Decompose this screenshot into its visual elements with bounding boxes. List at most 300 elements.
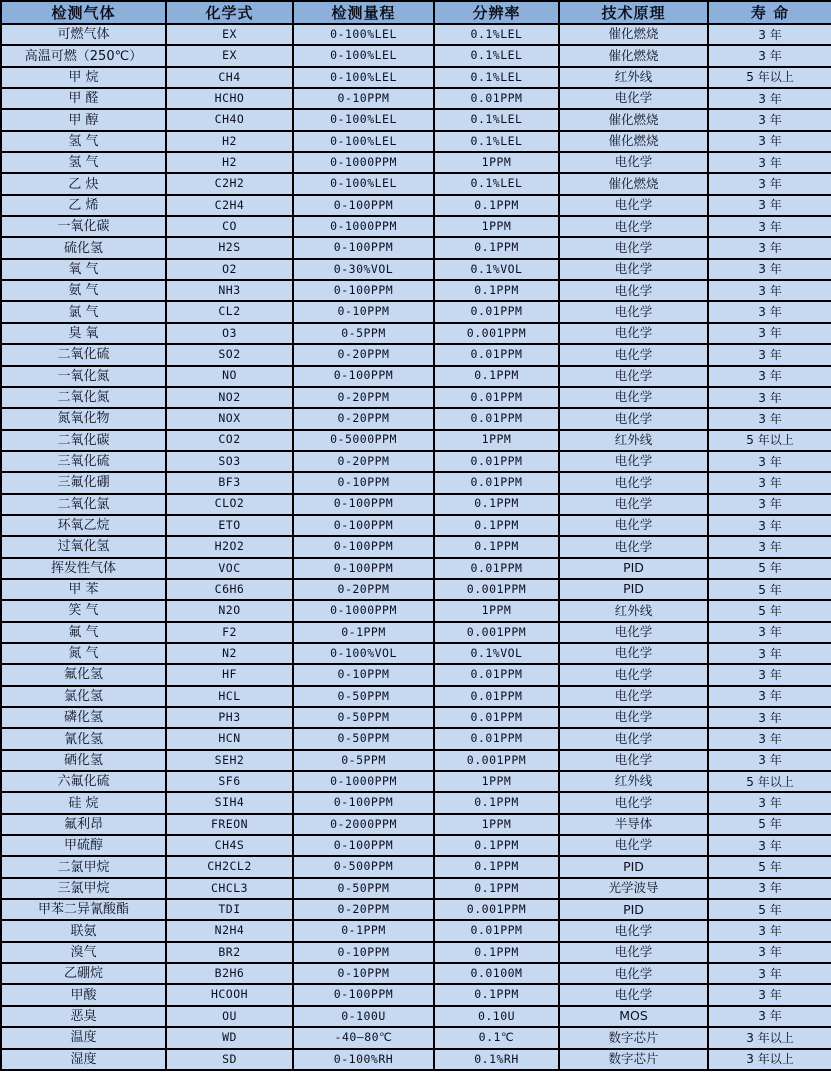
range-cell: 0-20PPM [293,451,434,472]
table-row [1,1027,831,1048]
lifespan-cell: 3 年 [708,494,831,515]
gas-name-cell: 联氨 [1,920,166,941]
range-cell: 0-100PPM [293,195,434,216]
table-row [1,1006,831,1027]
table-row [1,152,831,173]
principle-cell: 电化学 [559,237,708,258]
principle-cell: PID [559,899,708,920]
lifespan-cell: 3 年 [708,173,831,194]
resolution-cell: 0.1PPM [434,494,559,515]
formula-cell: CLO2 [166,494,293,515]
resolution-cell: 0.01PPM [434,301,559,322]
gas-name-cell: 磷化氢 [1,707,166,728]
formula-cell: CO [166,216,293,237]
gas-name-cell: 甲酸 [1,984,166,1005]
lifespan-cell: 5 年 [708,856,831,877]
range-cell: 0-10PPM [293,664,434,685]
range-cell: 0-100PPM [293,536,434,557]
resolution-cell: 0.01PPM [434,707,559,728]
range-cell: 0-2000PPM [293,814,434,835]
principle-cell: 电化学 [559,472,708,493]
principle-cell: 催化燃烧 [559,131,708,152]
formula-cell: NO2 [166,387,293,408]
range-cell: 0-100U [293,1006,434,1027]
principle-cell: 红外线 [559,600,708,621]
resolution-cell: 0.1%RH [434,1049,559,1071]
gas-name-cell: 笑 气 [1,600,166,621]
table-row [1,1049,831,1071]
lifespan-cell: 5 年以上 [708,771,831,792]
principle-cell: 电化学 [559,323,708,344]
gas-name-cell: 甲苯二异氰酸酯 [1,899,166,920]
formula-cell: HCN [166,728,293,749]
gas-name-cell: 氮 气 [1,643,166,664]
resolution-cell: 0.1PPM [434,536,559,557]
resolution-cell: 0.1%VOL [434,259,559,280]
formula-cell: SEH2 [166,750,293,771]
principle-cell: 电化学 [559,622,708,643]
formula-cell: TDI [166,899,293,920]
range-cell: 0-5PPM [293,750,434,771]
table-row [1,408,831,429]
lifespan-cell: 3 年以上 [708,1027,831,1048]
gas-name-cell: 湿度 [1,1049,166,1071]
range-cell: 0-1000PPM [293,152,434,173]
range-cell: 0-20PPM [293,344,434,365]
gas-name-cell: 三氟化硼 [1,472,166,493]
range-cell: 0-1000PPM [293,216,434,237]
principle-cell: 电化学 [559,963,708,984]
resolution-cell: 0.1PPM [434,237,559,258]
gas-name-cell: 环氧乙烷 [1,515,166,536]
principle-cell: 电化学 [559,942,708,963]
formula-cell: SIH4 [166,792,293,813]
gas-name-cell: 甲硫醇 [1,835,166,856]
lifespan-cell: 3 年以上 [708,1049,831,1071]
principle-cell: 电化学 [559,515,708,536]
formula-cell: EX [166,24,293,45]
resolution-cell: 1PPM [434,430,559,451]
table-header [1,1,831,24]
lifespan-cell: 5 年 [708,579,831,600]
gas-name-cell: 氰化氢 [1,728,166,749]
formula-cell: NO [166,366,293,387]
range-cell: 0-10PPM [293,88,434,109]
gas-name-cell: 乙 炔 [1,173,166,194]
principle-cell: 红外线 [559,67,708,88]
resolution-cell: 0.001PPM [434,579,559,600]
formula-cell: N2O [166,600,293,621]
gas-name-cell: 可燃气体 [1,24,166,45]
lifespan-cell: 3 年 [708,45,831,66]
principle-cell: 红外线 [559,771,708,792]
principle-cell: 电化学 [559,920,708,941]
lifespan-cell: 3 年 [708,664,831,685]
principle-cell: 电化学 [559,301,708,322]
gas-name-cell: 二氧化氯 [1,494,166,515]
formula-cell: H2 [166,152,293,173]
formula-cell: VOC [166,558,293,579]
lifespan-cell: 5 年 [708,814,831,835]
principle-cell: 催化燃烧 [559,45,708,66]
resolution-cell: 0.01PPM [434,387,559,408]
formula-cell: BR2 [166,942,293,963]
range-cell: 0-1000PPM [293,600,434,621]
principle-cell: PID [559,558,708,579]
resolution-cell: 0.01PPM [434,451,559,472]
lifespan-cell: 5 年以上 [708,67,831,88]
principle-cell: 电化学 [559,792,708,813]
lifespan-cell: 3 年 [708,24,831,45]
lifespan-cell: 3 年 [708,536,831,557]
resolution-cell: 0.01PPM [434,686,559,707]
range-cell: 0-100PPM [293,280,434,301]
formula-cell: NH3 [166,280,293,301]
gas-name-cell: 氮氧化物 [1,408,166,429]
gas-name-cell: 二氧化氮 [1,387,166,408]
column-header-principle: 技术原理 [559,1,708,24]
resolution-cell: 0.1PPM [434,942,559,963]
column-header-resolution: 分辨率 [434,1,559,24]
gas-name-cell: 氨 气 [1,280,166,301]
table-row [1,899,831,920]
resolution-cell: 0.1PPM [434,984,559,1005]
gas-name-cell: 氯化氢 [1,686,166,707]
range-cell: 0-100PPM [293,984,434,1005]
formula-cell: H2 [166,131,293,152]
principle-cell: 电化学 [559,494,708,515]
gas-name-cell: 二氧化碳 [1,430,166,451]
table-row [1,237,831,258]
resolution-cell: 0.1℃ [434,1027,559,1048]
resolution-cell: 0.001PPM [434,622,559,643]
table-row [1,600,831,621]
gas-name-cell: 乙 烯 [1,195,166,216]
gas-name-cell: 氟利昂 [1,814,166,835]
gas-name-cell: 甲 醇 [1,109,166,130]
principle-cell: 电化学 [559,686,708,707]
gas-name-cell: 三氯甲烷 [1,878,166,899]
principle-cell: 电化学 [559,408,708,429]
formula-cell: H2S [166,237,293,258]
resolution-cell: 0.1%LEL [434,173,559,194]
principle-cell: 催化燃烧 [559,173,708,194]
range-cell: -40—80℃ [293,1027,434,1048]
principle-cell: 电化学 [559,88,708,109]
lifespan-cell: 3 年 [708,451,831,472]
resolution-cell: 0.01PPM [434,344,559,365]
range-cell: 0-20PPM [293,387,434,408]
principle-cell: 电化学 [559,728,708,749]
resolution-cell: 1PPM [434,152,559,173]
resolution-cell: 0.001PPM [434,750,559,771]
resolution-cell: 0.1PPM [434,878,559,899]
table-row [1,835,831,856]
range-cell: 0-100%LEL [293,131,434,152]
principle-cell: 电化学 [559,664,708,685]
table-row [1,622,831,643]
principle-cell: 电化学 [559,451,708,472]
gas-name-cell: 硒化氢 [1,750,166,771]
principle-cell: 电化学 [559,750,708,771]
table-row [1,301,831,322]
range-cell: 0-30%VOL [293,259,434,280]
lifespan-cell: 3 年 [708,835,831,856]
table-row [1,430,831,451]
gas-name-cell: 氢 气 [1,131,166,152]
table-row [1,344,831,365]
table-row [1,195,831,216]
resolution-cell: 0.01PPM [434,558,559,579]
resolution-cell: 1PPM [434,814,559,835]
lifespan-cell: 3 年 [708,643,831,664]
principle-cell: 电化学 [559,707,708,728]
formula-cell: OU [166,1006,293,1027]
lifespan-cell: 3 年 [708,259,831,280]
column-header-formula: 化学式 [166,1,293,24]
principle-cell: 电化学 [559,366,708,387]
gas-name-cell: 挥发性气体 [1,558,166,579]
formula-cell: O3 [166,323,293,344]
gas-name-cell: 溴气 [1,942,166,963]
range-cell: 0-1PPM [293,920,434,941]
range-cell: 0-100PPM [293,237,434,258]
principle-cell: PID [559,579,708,600]
gas-name-cell: 高温可燃（250℃） [1,45,166,66]
resolution-cell: 0.0100M [434,963,559,984]
principle-cell: 数字芯片 [559,1027,708,1048]
table-row [1,771,831,792]
formula-cell: CL2 [166,301,293,322]
resolution-cell: 1PPM [434,600,559,621]
range-cell: 0-10PPM [293,301,434,322]
formula-cell: CO2 [166,430,293,451]
gas-name-cell: 硅 烷 [1,792,166,813]
gas-name-cell: 氧 气 [1,259,166,280]
formula-cell: HCL [166,686,293,707]
principle-cell: 电化学 [559,835,708,856]
gas-name-cell: 臭 氧 [1,323,166,344]
formula-cell: O2 [166,259,293,280]
resolution-cell: 0.10U [434,1006,559,1027]
principle-cell: 电化学 [559,216,708,237]
formula-cell: WD [166,1027,293,1048]
principle-cell: 电化学 [559,643,708,664]
gas-name-cell: 过氧化氢 [1,536,166,557]
principle-cell: PID [559,856,708,877]
range-cell: 0-1PPM [293,622,434,643]
resolution-cell: 0.001PPM [434,899,559,920]
gas-name-cell: 氯 气 [1,301,166,322]
formula-cell: C6H6 [166,579,293,600]
table-row [1,536,831,557]
formula-cell: SO3 [166,451,293,472]
range-cell: 0-5000PPM [293,430,434,451]
principle-cell: 电化学 [559,280,708,301]
range-cell: 0-100%LEL [293,109,434,130]
table-row [1,173,831,194]
header-row [1,1,831,24]
lifespan-cell: 3 年 [708,878,831,899]
formula-cell: BF3 [166,472,293,493]
formula-cell: CH2CL2 [166,856,293,877]
table-row [1,494,831,515]
formula-cell: N2H4 [166,920,293,941]
gas-name-cell: 恶臭 [1,1006,166,1027]
lifespan-cell: 3 年 [708,237,831,258]
resolution-cell: 0.01PPM [434,664,559,685]
range-cell: 0-50PPM [293,728,434,749]
formula-cell: F2 [166,622,293,643]
gas-name-cell: 甲 烷 [1,67,166,88]
principle-cell: 电化学 [559,984,708,1005]
table-row [1,963,831,984]
table-row [1,750,831,771]
lifespan-cell: 3 年 [708,280,831,301]
table-row [1,792,831,813]
gas-name-cell: 温度 [1,1027,166,1048]
formula-cell: H2O2 [166,536,293,557]
formula-cell: ETO [166,515,293,536]
range-cell: 0-20PPM [293,899,434,920]
range-cell: 0-50PPM [293,707,434,728]
table-row [1,323,831,344]
resolution-cell: 0.1PPM [434,195,559,216]
principle-cell: 电化学 [559,259,708,280]
table-row [1,88,831,109]
table-row [1,472,831,493]
lifespan-cell: 3 年 [708,515,831,536]
lifespan-cell: 3 年 [708,792,831,813]
lifespan-cell: 3 年 [708,387,831,408]
resolution-cell: 0.01PPM [434,408,559,429]
lifespan-cell: 3 年 [708,195,831,216]
gas-name-cell: 硫化氢 [1,237,166,258]
formula-cell: C2H2 [166,173,293,194]
gas-name-cell: 二氧化硫 [1,344,166,365]
table-row [1,579,831,600]
formula-cell: PH3 [166,707,293,728]
gas-name-cell: 一氧化氮 [1,366,166,387]
principle-cell: 光学波导 [559,878,708,899]
table-row [1,24,831,45]
principle-cell: 数字芯片 [559,1049,708,1071]
formula-cell: CH4O [166,109,293,130]
lifespan-cell: 3 年 [708,88,831,109]
formula-cell: CH4 [166,67,293,88]
gas-name-cell: 氟 气 [1,622,166,643]
range-cell: 0-1000PPM [293,771,434,792]
formula-cell: SF6 [166,771,293,792]
column-header-gas: 检测气体 [1,1,166,24]
principle-cell: MOS [559,1006,708,1027]
resolution-cell: 0.1PPM [434,515,559,536]
range-cell: 0-100%VOL [293,643,434,664]
resolution-cell: 0.1PPM [434,792,559,813]
formula-cell: N2 [166,643,293,664]
table-row [1,878,831,899]
lifespan-cell: 3 年 [708,920,831,941]
resolution-cell: 0.1%LEL [434,131,559,152]
principle-cell: 电化学 [559,536,708,557]
column-header-range: 检测量程 [293,1,434,24]
lifespan-cell: 3 年 [708,622,831,643]
range-cell: 0-20PPM [293,408,434,429]
resolution-cell: 0.1%LEL [434,67,559,88]
lifespan-cell: 3 年 [708,216,831,237]
formula-cell: HF [166,664,293,685]
gas-name-cell: 氢 气 [1,152,166,173]
table-row [1,45,831,66]
gas-name-cell: 六氟化硫 [1,771,166,792]
lifespan-cell: 3 年 [708,984,831,1005]
gas-name-cell: 甲 苯 [1,579,166,600]
formula-cell: NOX [166,408,293,429]
range-cell: 0-5PPM [293,323,434,344]
formula-cell: CHCL3 [166,878,293,899]
resolution-cell: 0.01PPM [434,88,559,109]
resolution-cell: 0.01PPM [434,728,559,749]
formula-cell: SD [166,1049,293,1071]
lifespan-cell: 3 年 [708,152,831,173]
range-cell: 0-100PPM [293,835,434,856]
lifespan-cell: 3 年 [708,131,831,152]
principle-cell: 催化燃烧 [559,109,708,130]
lifespan-cell: 3 年 [708,728,831,749]
principle-cell: 催化燃烧 [559,24,708,45]
range-cell: 0-100%LEL [293,67,434,88]
gas-name-cell: 二氯甲烷 [1,856,166,877]
table-row [1,131,831,152]
lifespan-cell: 5 年 [708,558,831,579]
table-row [1,686,831,707]
table-row [1,280,831,301]
formula-cell: SO2 [166,344,293,365]
gas-name-cell: 三氧化硫 [1,451,166,472]
table-body [1,24,831,1070]
lifespan-cell: 3 年 [708,1006,831,1027]
resolution-cell: 0.1%LEL [434,24,559,45]
resolution-cell: 0.001PPM [434,323,559,344]
gas-name-cell: 氟化氢 [1,664,166,685]
range-cell: 0-100PPM [293,558,434,579]
range-cell: 0-20PPM [293,579,434,600]
table-row [1,707,831,728]
principle-cell: 电化学 [559,387,708,408]
column-header-lifespan: 寿 命 [708,1,831,24]
table-row [1,67,831,88]
formula-cell: B2H6 [166,963,293,984]
principle-cell: 电化学 [559,152,708,173]
range-cell: 0-100PPM [293,515,434,536]
formula-cell: HCOOH [166,984,293,1005]
resolution-cell: 0.1%LEL [434,45,559,66]
table-row [1,942,831,963]
range-cell: 0-50PPM [293,878,434,899]
lifespan-cell: 5 年 [708,600,831,621]
formula-cell: EX [166,45,293,66]
range-cell: 0-100%RH [293,1049,434,1071]
resolution-cell: 0.1%LEL [434,109,559,130]
table-row [1,728,831,749]
table-row [1,664,831,685]
range-cell: 0-100PPM [293,494,434,515]
resolution-cell: 1PPM [434,771,559,792]
formula-cell: FREON [166,814,293,835]
resolution-cell: 0.1%VOL [434,643,559,664]
lifespan-cell: 3 年 [708,344,831,365]
range-cell: 0-500PPM [293,856,434,877]
